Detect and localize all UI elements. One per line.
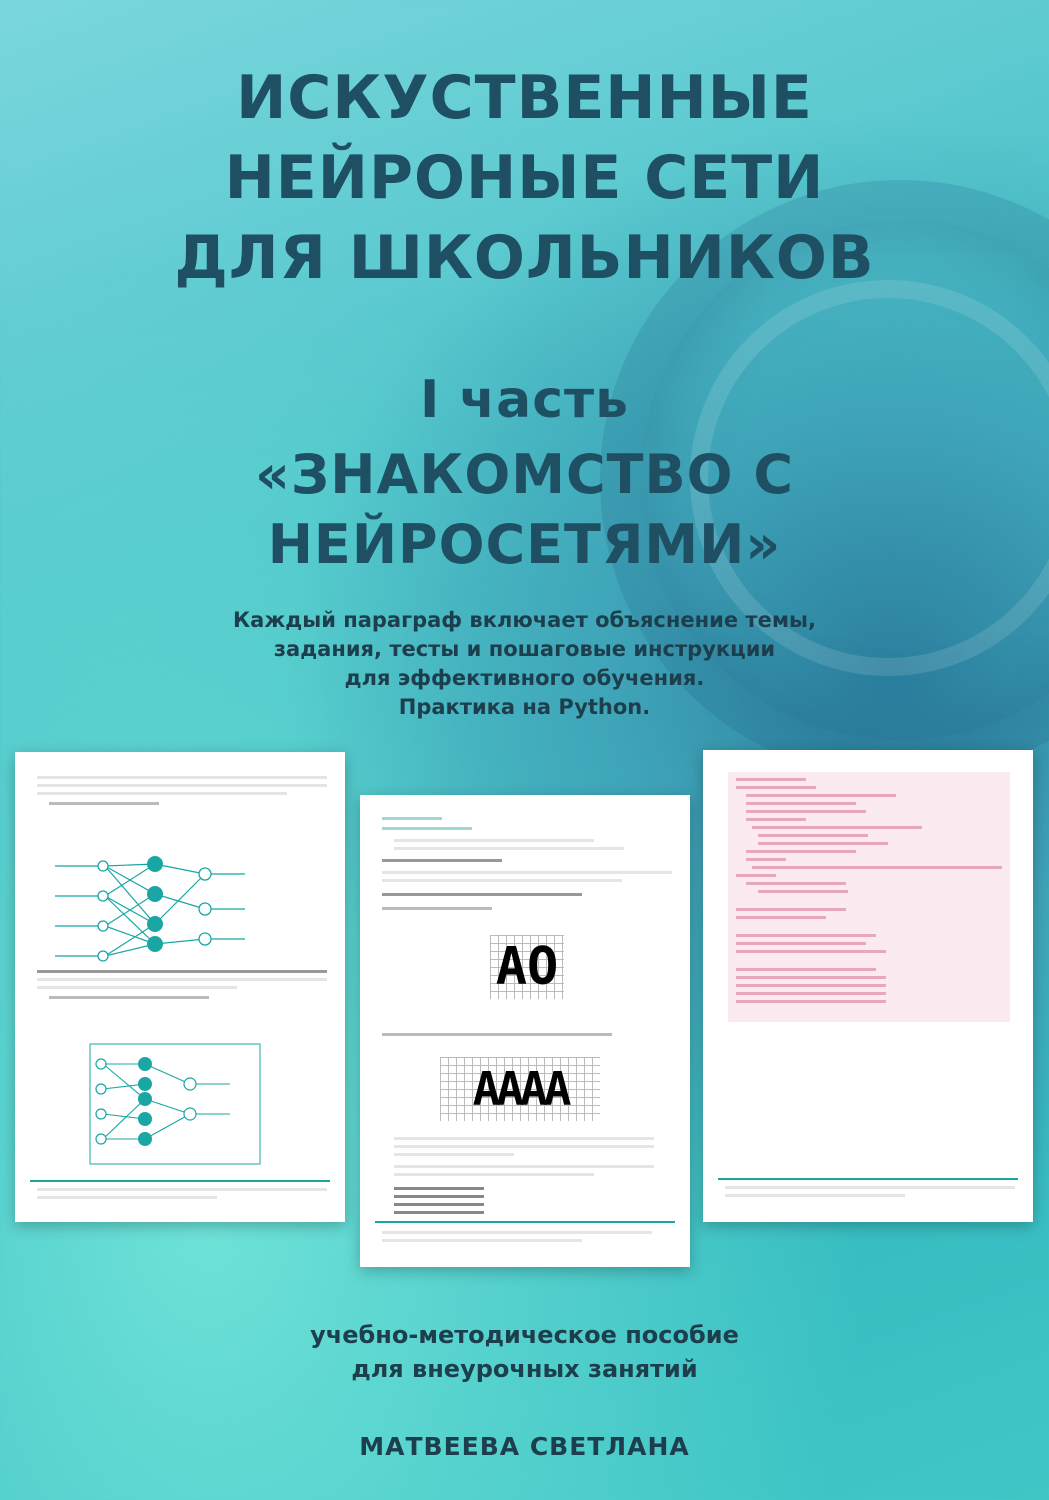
- text-line: [37, 986, 237, 989]
- footer-line: [725, 1194, 905, 1197]
- text-line: [394, 839, 594, 842]
- preview-page-right: [703, 750, 1033, 1222]
- text-line: [394, 1165, 654, 1168]
- title-line-2: НЕЙРОНЫЕ СЕТИ: [224, 143, 825, 213]
- letter-bitmap-2: АААА: [440, 1057, 600, 1121]
- text-line: [394, 1137, 654, 1140]
- footer-rule: [718, 1178, 1018, 1180]
- footer-line: [37, 1196, 217, 1199]
- preview-page-center: [360, 795, 690, 1267]
- text-line: [394, 1153, 514, 1156]
- description-line-4: Практика на Python.: [398, 695, 651, 719]
- part-label: I часть: [419, 370, 630, 430]
- code-line: [394, 1187, 484, 1190]
- text-line: [37, 970, 327, 973]
- description-line-3: для эффективного обучения.: [344, 666, 705, 690]
- description-line-1: Каждый параграф включает объяснение темы,: [233, 608, 816, 632]
- part-name-line-1: «ЗНАКОМСТВО С: [255, 443, 794, 506]
- code-line: [394, 1203, 484, 1206]
- description: [0, 606, 1049, 722]
- text-line: [382, 907, 492, 910]
- text-line: [49, 802, 159, 805]
- title-line-1: ИСКУСТВЕННЫЕ: [236, 63, 813, 133]
- part-name-line-2: НЕЙРОСЕТЯМИ»: [267, 513, 782, 576]
- text-line: [37, 792, 287, 795]
- text-line: [37, 776, 327, 779]
- text-line: [382, 1033, 612, 1036]
- text-line: [37, 784, 327, 787]
- text-line: [49, 996, 209, 999]
- code-line: [394, 1195, 484, 1198]
- footer-line: [382, 1231, 652, 1234]
- code-block: [728, 772, 1010, 1022]
- heading-line: [382, 827, 472, 830]
- text-line: [382, 893, 582, 896]
- letter-bitmap-1: АО: [490, 935, 564, 999]
- title-line-3: ДЛЯ ШКОЛЬНИКОВ: [174, 223, 875, 293]
- network-diagram-2: [15, 1014, 345, 1174]
- part-name: [0, 440, 1049, 580]
- description-line-2: задания, тесты и пошаговые инструкции: [273, 637, 776, 661]
- author-name: МАТВЕЕВА СВЕТЛАНА: [359, 1432, 690, 1461]
- text-line: [37, 978, 327, 981]
- text-line: [382, 859, 502, 862]
- text-line: [394, 1173, 594, 1176]
- code-line: [394, 1211, 484, 1214]
- text-line: [394, 847, 624, 850]
- footer-line: [725, 1186, 1015, 1189]
- footer-rule: [375, 1221, 675, 1223]
- subtitle-line-2: для внеурочных занятий: [351, 1355, 698, 1383]
- book-title: [0, 58, 1049, 298]
- text-line: [382, 871, 672, 874]
- preview-page-left: [15, 752, 345, 1222]
- text-line: [394, 1145, 654, 1148]
- network-diagram-1: [15, 814, 345, 964]
- subtitle: [0, 1318, 1049, 1386]
- footer-rule: [30, 1180, 330, 1182]
- footer-line: [37, 1188, 327, 1191]
- subtitle-line-1: учебно-методическое пособие: [310, 1321, 739, 1349]
- heading-line: [382, 817, 442, 820]
- text-line: [382, 879, 622, 882]
- footer-line: [382, 1239, 582, 1242]
